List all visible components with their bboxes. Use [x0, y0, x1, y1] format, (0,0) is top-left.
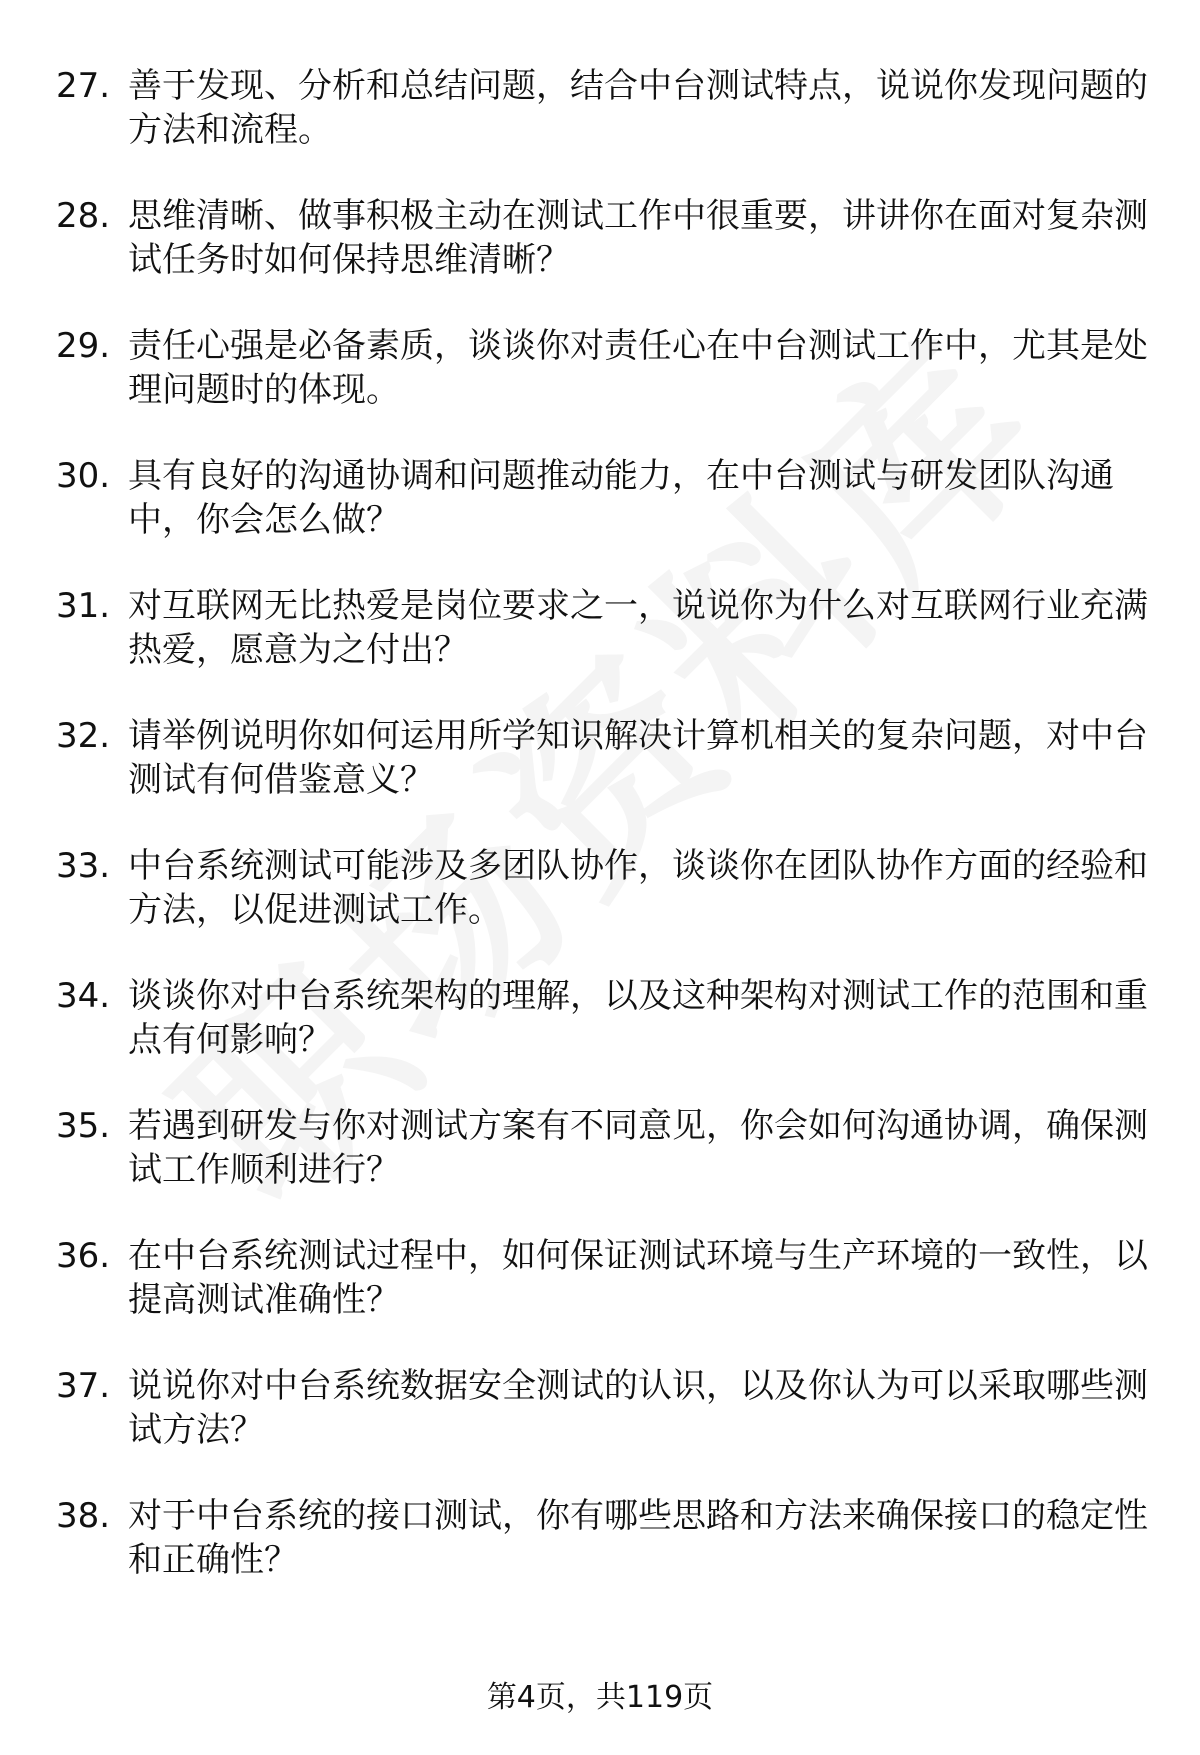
- question-item: [0, 1104, 1200, 1234]
- question-number: 31.: [56, 586, 111, 626]
- question-list: [0, 64, 1200, 1624]
- question-item: [0, 1234, 1200, 1364]
- question-number: 37.: [56, 1366, 111, 1406]
- question-text: 对互联网无比热爱是岗位要求之一，说说你为什么对互联网行业充满热爱，愿意为之付出？: [128, 586, 1148, 670]
- question-number: 34.: [56, 976, 111, 1016]
- question-item: [0, 974, 1200, 1104]
- question-number: 33.: [56, 846, 111, 886]
- question-text: 中台系统测试可能涉及多团队协作，谈谈你在团队协作方面的经验和方法，以促进测试工作。: [128, 846, 1148, 930]
- question-item: [0, 714, 1200, 844]
- page-footer: [0, 1678, 1200, 1718]
- question-item: [0, 1494, 1200, 1624]
- question-number: 35.: [56, 1106, 111, 1146]
- question-text: 责任心强是必备素质，谈谈你对责任心在中台测试工作中，尤其是处理问题时的体现。: [128, 326, 1148, 410]
- question-number: 38.: [56, 1496, 111, 1536]
- question-item: [0, 584, 1200, 714]
- question-item: [0, 454, 1200, 584]
- question-item: [0, 1364, 1200, 1494]
- question-item: [0, 64, 1200, 194]
- question-text: 请举例说明你如何运用所学知识解决计算机相关的复杂问题，对中台测试有何借鉴意义？: [128, 716, 1148, 800]
- question-text: 若遇到研发与你对测试方案有不同意见，你会如何沟通协调，确保测试工作顺利进行？: [128, 1106, 1148, 1190]
- question-number: 29.: [56, 326, 111, 366]
- question-text: 具有良好的沟通协调和问题推动能力，在中台测试与研发团队沟通中，你会怎么做？: [128, 456, 1114, 540]
- question-item: [0, 194, 1200, 324]
- question-number: 32.: [56, 716, 111, 756]
- question-item: [0, 324, 1200, 454]
- question-text: 善于发现、分析和总结问题，结合中台测试特点，说说你发现问题的方法和流程。: [128, 66, 1148, 150]
- question-text: 谈谈你对中台系统架构的理解，以及这种架构对测试工作的范围和重点有何影响？: [128, 976, 1148, 1060]
- question-text: 在中台系统测试过程中，如何保证测试环境与生产环境的一致性，以提高测试准确性？: [128, 1236, 1148, 1320]
- question-item: [0, 844, 1200, 974]
- question-text: 对于中台系统的接口测试，你有哪些思路和方法来确保接口的稳定性和正确性？: [128, 1496, 1148, 1580]
- question-text: 思维清晰、做事积极主动在测试工作中很重要，讲讲你在面对复杂测试任务时如何保持思维清晰？: [128, 196, 1148, 280]
- question-number: 36.: [56, 1236, 111, 1276]
- question-number: 27.: [56, 66, 111, 106]
- question-number: 28.: [56, 196, 111, 236]
- question-number: 30.: [56, 456, 111, 496]
- question-text: 说说你对中台系统数据安全测试的认识，以及你认为可以采取哪些测试方法？: [128, 1366, 1148, 1450]
- page-number-label: 第4页，共119页: [486, 1680, 714, 1715]
